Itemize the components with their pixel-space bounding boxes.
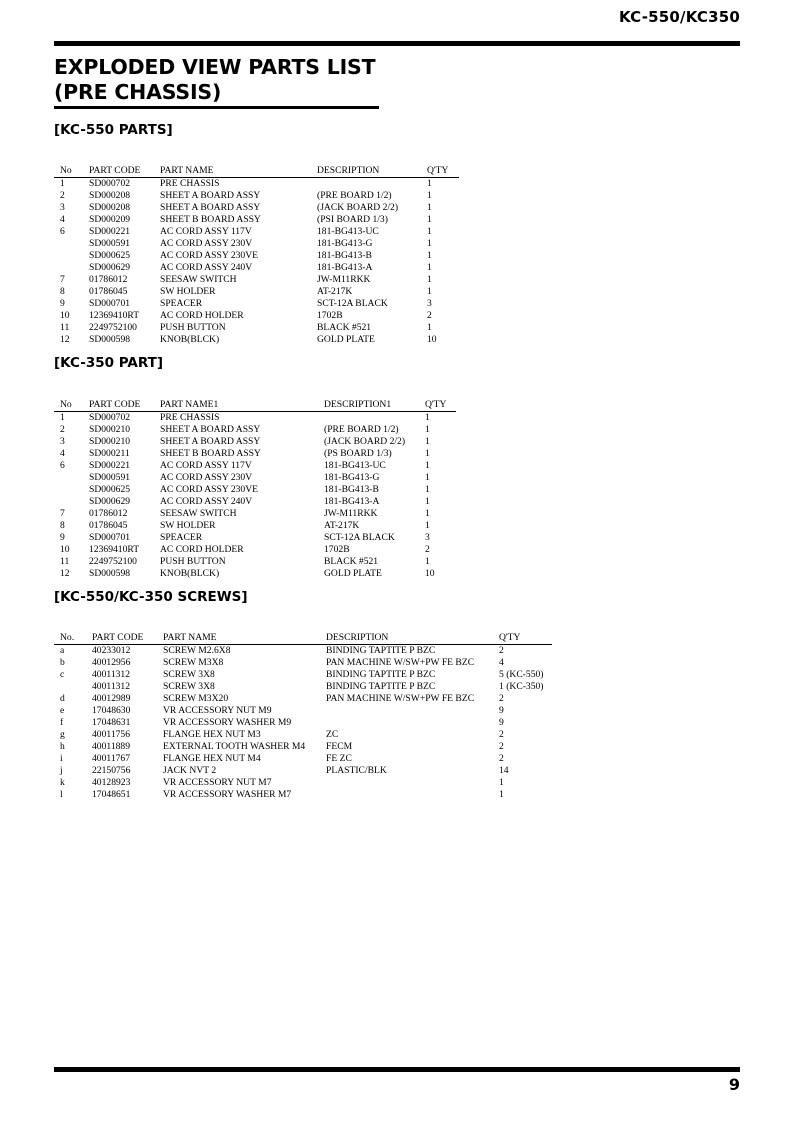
cell-qty: 1 bbox=[499, 789, 504, 800]
cell-part-code: SD000598 bbox=[89, 334, 131, 345]
cell-no: 7 bbox=[60, 274, 65, 285]
cell-part-name: SHEET A BOARD ASSY bbox=[160, 190, 261, 201]
table-row bbox=[54, 657, 552, 669]
table-row bbox=[54, 334, 459, 346]
cell-part-code: 40012989 bbox=[92, 693, 131, 704]
column-header-part-code: PART CODE bbox=[92, 632, 144, 643]
cell-description: JW-M11RKK bbox=[324, 508, 378, 519]
cell-part-name: SPEACER bbox=[160, 532, 203, 543]
cell-no: 12 bbox=[60, 568, 70, 579]
table-row bbox=[54, 178, 459, 191]
column-header-no: No bbox=[60, 165, 72, 176]
cell-part-name: SCREW M3X8 bbox=[163, 657, 224, 668]
cell-qty: 1 bbox=[427, 214, 432, 225]
table-row bbox=[54, 765, 552, 777]
cell-part-name: SCREW 3X8 bbox=[163, 681, 215, 692]
cell-part-name: AC CORD ASSY 230V bbox=[160, 472, 253, 483]
table-row bbox=[54, 484, 456, 496]
cell-part-code: 40011312 bbox=[92, 669, 131, 680]
cell-no: 9 bbox=[60, 298, 65, 309]
table-row bbox=[54, 705, 552, 717]
cell-no: 2 bbox=[60, 424, 65, 435]
cell-description: FE ZC bbox=[326, 753, 352, 764]
table-row bbox=[54, 753, 552, 765]
cell-part-name: AC CORD ASSY 230VE bbox=[160, 250, 258, 261]
model-header: KC-550/KC350 bbox=[619, 8, 740, 26]
cell-qty: 2 bbox=[499, 693, 504, 704]
cell-no: 10 bbox=[60, 310, 70, 321]
cell-part-code: SD000702 bbox=[89, 178, 131, 189]
cell-no: k bbox=[60, 777, 65, 788]
table-row bbox=[54, 274, 459, 286]
cell-part-code: 40128923 bbox=[92, 777, 131, 788]
cell-part-code: 01786012 bbox=[89, 274, 128, 285]
cell-description: GOLD PLATE bbox=[324, 568, 382, 579]
cell-part-name: FLANGE HEX NUT M3 bbox=[163, 729, 261, 740]
table-header-row bbox=[54, 632, 552, 645]
cell-part-code: SD000625 bbox=[89, 484, 131, 495]
table-row bbox=[54, 214, 459, 226]
kc350-parts-heading: [KC-350 PART] bbox=[54, 355, 163, 371]
cell-no: f bbox=[60, 717, 64, 728]
table-row bbox=[54, 250, 459, 262]
cell-no: h bbox=[60, 741, 65, 752]
table-row bbox=[54, 669, 552, 681]
cell-qty: 1 bbox=[425, 460, 430, 471]
cell-part-code: 40012956 bbox=[92, 657, 131, 668]
cell-qty: 10 bbox=[425, 568, 435, 579]
cell-no: 3 bbox=[60, 436, 65, 447]
cell-description: AT-217K bbox=[317, 286, 353, 297]
cell-part-code: SD000598 bbox=[89, 568, 131, 579]
cell-part-code: SD000591 bbox=[89, 238, 131, 249]
table-row bbox=[54, 693, 552, 705]
cell-qty: 1 bbox=[425, 448, 430, 459]
cell-description: ZC bbox=[326, 729, 339, 740]
cell-qty: 2 bbox=[499, 645, 504, 656]
cell-description: GOLD PLATE bbox=[317, 334, 375, 345]
cell-description: 181-BG413-G bbox=[317, 238, 373, 249]
cell-part-name: AC CORD ASSY 230V bbox=[160, 238, 253, 249]
cell-no: 11 bbox=[60, 556, 70, 567]
column-header-part-code: PART CODE bbox=[89, 165, 141, 176]
cell-description: 181-BG413-A bbox=[317, 262, 373, 273]
cell-part-code: SD000701 bbox=[89, 532, 131, 543]
screws-table bbox=[54, 632, 552, 801]
cell-qty: 2 bbox=[425, 544, 430, 555]
cell-no: 2 bbox=[60, 190, 65, 201]
cell-part-name: KNOB(BLCK) bbox=[160, 334, 220, 345]
cell-part-code: SD000210 bbox=[89, 424, 131, 435]
cell-qty: 3 bbox=[425, 532, 430, 543]
cell-part-name: PRE CHASSIS bbox=[160, 178, 220, 189]
cell-part-code: 12369410RT bbox=[89, 310, 140, 321]
table-row bbox=[54, 190, 459, 202]
cell-qty: 1 bbox=[425, 484, 430, 495]
cell-description: BINDING TAPTITE P BZC bbox=[326, 645, 436, 656]
cell-part-name: AC CORD ASSY 240V bbox=[160, 262, 253, 273]
cell-description: BLACK #521 bbox=[317, 322, 372, 333]
column-header-part-name: PART NAME bbox=[160, 165, 214, 176]
cell-description: (PRE BOARD 1/2) bbox=[324, 424, 399, 435]
cell-no: l bbox=[60, 789, 63, 800]
cell-qty: 1 bbox=[425, 508, 430, 519]
screws-heading: [KC-550/KC-350 SCREWS] bbox=[54, 589, 248, 605]
cell-description: BINDING TAPTITE P BZC bbox=[326, 669, 436, 680]
cell-description: PLASTIC/BLK bbox=[326, 765, 387, 776]
cell-qty: 1 bbox=[427, 238, 432, 249]
cell-part-name: VR ACCESSORY WASHER M7 bbox=[163, 789, 292, 800]
cell-part-code: SD000629 bbox=[89, 496, 131, 507]
table-row bbox=[54, 556, 456, 568]
table-row bbox=[54, 741, 552, 753]
cell-description bbox=[326, 705, 499, 717]
table-row bbox=[54, 262, 459, 274]
column-header-qty: Q'TY bbox=[425, 399, 447, 410]
cell-qty: 5 (KC-550) bbox=[499, 669, 544, 680]
cell-description bbox=[324, 412, 425, 425]
page-number: 9 bbox=[728, 1075, 740, 1094]
cell-description bbox=[326, 789, 499, 801]
cell-description bbox=[326, 717, 499, 729]
cell-no: 4 bbox=[60, 214, 65, 225]
table-row bbox=[54, 717, 552, 729]
cell-no: a bbox=[60, 645, 65, 656]
cell-part-name: SEESAW SWITCH bbox=[160, 274, 237, 285]
cell-qty: 2 bbox=[427, 310, 432, 321]
cell-no bbox=[54, 238, 89, 250]
cell-part-name: SHEET A BOARD ASSY bbox=[160, 424, 261, 435]
cell-part-name: SCREW 3X8 bbox=[163, 669, 215, 680]
cell-part-code: 17048651 bbox=[92, 789, 131, 800]
table-row bbox=[54, 508, 456, 520]
cell-qty: 1 (KC-350) bbox=[499, 681, 544, 692]
cell-part-name: PUSH BUTTON bbox=[160, 556, 226, 567]
cell-no: 6 bbox=[60, 460, 65, 471]
cell-part-code: 40011889 bbox=[92, 741, 131, 752]
column-header-part-name: PART NAME bbox=[163, 632, 217, 643]
cell-no: i bbox=[60, 753, 63, 764]
cell-no: b bbox=[60, 657, 65, 668]
cell-part-name: KNOB(BLCK) bbox=[160, 568, 220, 579]
cell-no: 8 bbox=[60, 286, 65, 297]
cell-no: e bbox=[60, 705, 65, 716]
cell-description: FECM bbox=[326, 741, 353, 752]
cell-qty: 10 bbox=[427, 334, 437, 345]
cell-no: 8 bbox=[60, 520, 65, 531]
cell-part-name: VR ACCESSORY NUT M7 bbox=[163, 777, 272, 788]
cell-description: (PS BOARD 1/3) bbox=[324, 448, 392, 459]
table-row bbox=[54, 460, 456, 472]
cell-qty: 14 bbox=[499, 765, 509, 776]
cell-part-code: SD000208 bbox=[89, 202, 131, 213]
cell-qty: 1 bbox=[425, 556, 430, 567]
cell-part-name: FLANGE HEX NUT M4 bbox=[163, 753, 261, 764]
cell-part-name: SCREW M2.6X8 bbox=[163, 645, 231, 656]
column-header-qty: Q'TY bbox=[499, 632, 521, 643]
cell-no: 10 bbox=[60, 544, 70, 555]
top-rule bbox=[54, 41, 740, 46]
table-row bbox=[54, 496, 456, 508]
cell-part-name: AC CORD ASSY 117V bbox=[160, 226, 252, 237]
cell-qty: 1 bbox=[425, 412, 430, 423]
cell-qty: 1 bbox=[427, 250, 432, 261]
table-row bbox=[54, 520, 456, 532]
column-header-part-name: PART NAME1 bbox=[160, 399, 219, 410]
cell-no: g bbox=[60, 729, 65, 740]
table-row bbox=[54, 202, 459, 214]
cell-part-name: SCREW M3X20 bbox=[163, 693, 229, 704]
cell-description: 1702B bbox=[324, 544, 350, 555]
cell-part-code: 40011756 bbox=[92, 729, 131, 740]
cell-qty: 1 bbox=[427, 286, 432, 297]
table-header-row bbox=[54, 165, 459, 178]
table-row bbox=[54, 729, 552, 741]
table-row bbox=[54, 238, 459, 250]
column-header-no: No bbox=[60, 399, 72, 410]
cell-qty: 2 bbox=[499, 729, 504, 740]
cell-part-code: 12369410RT bbox=[89, 544, 140, 555]
cell-part-code: 22150756 bbox=[92, 765, 131, 776]
cell-part-code: SD000625 bbox=[89, 250, 131, 261]
cell-no: d bbox=[60, 693, 65, 704]
cell-description: PAN MACHINE W/SW+PW FE BZC bbox=[326, 657, 475, 668]
cell-part-code: 01786012 bbox=[89, 508, 128, 519]
cell-qty: 2 bbox=[499, 753, 504, 764]
table-header-row bbox=[54, 399, 456, 412]
cell-description bbox=[317, 178, 427, 191]
cell-description: SCT-12A BLACK bbox=[324, 532, 395, 543]
cell-part-code: 01786045 bbox=[89, 520, 128, 531]
cell-qty: 1 bbox=[427, 226, 432, 237]
cell-qty: 1 bbox=[425, 472, 430, 483]
kc550-parts-table bbox=[54, 165, 459, 346]
table-row bbox=[54, 226, 459, 238]
cell-part-name: VR ACCESSORY WASHER M9 bbox=[163, 717, 292, 728]
table-row bbox=[54, 472, 456, 484]
cell-qty: 9 bbox=[499, 705, 504, 716]
page-title bbox=[54, 55, 375, 105]
cell-no bbox=[54, 496, 89, 508]
cell-qty: 3 bbox=[427, 298, 432, 309]
cell-qty: 9 bbox=[499, 717, 504, 728]
table-row bbox=[54, 645, 552, 658]
cell-no: 11 bbox=[60, 322, 70, 333]
cell-no bbox=[54, 262, 89, 274]
table-row bbox=[54, 532, 456, 544]
cell-no: 9 bbox=[60, 532, 65, 543]
cell-qty: 1 bbox=[425, 496, 430, 507]
cell-part-name: AC CORD ASSY 117V bbox=[160, 460, 252, 471]
cell-part-code: SD000629 bbox=[89, 262, 131, 273]
cell-part-code: 2249752100 bbox=[89, 322, 137, 333]
cell-qty: 1 bbox=[427, 274, 432, 285]
table-row bbox=[54, 544, 456, 556]
cell-part-name: SHEET B BOARD ASSY bbox=[160, 448, 261, 459]
cell-qty: 1 bbox=[427, 262, 432, 273]
cell-qty: 4 bbox=[499, 657, 504, 668]
cell-part-code: SD000702 bbox=[89, 412, 131, 423]
table-row bbox=[54, 568, 456, 580]
table-row bbox=[54, 436, 456, 448]
cell-description: 181-BG413-B bbox=[324, 484, 379, 495]
kc550-parts-heading: [KC-550 PARTS] bbox=[54, 122, 173, 138]
cell-part-code: SD000221 bbox=[89, 226, 131, 237]
column-header-description: DESCRIPTION bbox=[326, 632, 389, 643]
cell-part-name: SEESAW SWITCH bbox=[160, 508, 237, 519]
cell-no: 3 bbox=[60, 202, 65, 213]
column-header-no: No. bbox=[60, 632, 75, 643]
table-row bbox=[54, 448, 456, 460]
cell-part-code: SD000209 bbox=[89, 214, 131, 225]
cell-qty: 1 bbox=[427, 178, 432, 189]
cell-part-name: AC CORD HOLDER bbox=[160, 544, 244, 555]
cell-qty: 1 bbox=[425, 520, 430, 531]
cell-part-name: SHEET B BOARD ASSY bbox=[160, 214, 261, 225]
table-row bbox=[54, 412, 456, 425]
cell-no: 7 bbox=[60, 508, 65, 519]
table-row bbox=[54, 322, 459, 334]
cell-qty: 1 bbox=[425, 436, 430, 447]
cell-part-name: PRE CHASSIS bbox=[160, 412, 220, 423]
title-line-2: (PRE CHASSIS) bbox=[54, 80, 222, 104]
cell-part-name: EXTERNAL TOOTH WASHER M4 bbox=[163, 741, 306, 752]
table-row bbox=[54, 424, 456, 436]
cell-qty: 2 bbox=[499, 741, 504, 752]
cell-description: (JACK BOARD 2/2) bbox=[317, 202, 399, 213]
table-row bbox=[54, 286, 459, 298]
cell-description: PAN MACHINE W/SW+PW FE BZC bbox=[326, 693, 475, 704]
cell-description: 181-BG413-G bbox=[324, 472, 380, 483]
cell-no: 4 bbox=[60, 448, 65, 459]
kc350-parts-table bbox=[54, 399, 456, 580]
column-header-description: DESCRIPTION bbox=[317, 165, 380, 176]
cell-description: 1702B bbox=[317, 310, 343, 321]
cell-no bbox=[54, 484, 89, 496]
cell-qty: 1 bbox=[427, 190, 432, 201]
cell-part-code: 40011312 bbox=[92, 681, 131, 692]
column-header-part-code: PART CODE bbox=[89, 399, 141, 410]
cell-part-name: AC CORD ASSY 240V bbox=[160, 496, 253, 507]
cell-part-code: SD000591 bbox=[89, 472, 131, 483]
cell-part-name: SW HOLDER bbox=[160, 286, 216, 297]
bottom-rule bbox=[54, 1067, 740, 1072]
cell-description: SCT-12A BLACK bbox=[317, 298, 388, 309]
cell-part-code: SD000211 bbox=[89, 448, 130, 459]
cell-qty: 1 bbox=[427, 202, 432, 213]
table-row bbox=[54, 777, 552, 789]
cell-description: 181-BG413-B bbox=[317, 250, 372, 261]
cell-description: JW-M11RKK bbox=[317, 274, 371, 285]
cell-no: 1 bbox=[60, 178, 65, 189]
title-line-1: EXPLODED VIEW PARTS LIST bbox=[54, 55, 376, 79]
cell-qty: 1 bbox=[425, 424, 430, 435]
cell-part-code: 17048630 bbox=[92, 705, 131, 716]
cell-part-code: SD000221 bbox=[89, 460, 131, 471]
cell-part-name: VR ACCESSORY NUT M9 bbox=[163, 705, 272, 716]
cell-description: BINDING TAPTITE P BZC bbox=[326, 681, 436, 692]
cell-part-code: 17048631 bbox=[92, 717, 131, 728]
column-header-description: DESCRIPTION1 bbox=[324, 399, 392, 410]
cell-part-code: SD000701 bbox=[89, 298, 131, 309]
cell-part-name: SPEACER bbox=[160, 298, 203, 309]
cell-part-code: 2249752100 bbox=[89, 556, 137, 567]
cell-description bbox=[326, 777, 499, 789]
cell-no bbox=[54, 681, 92, 693]
cell-description: 181-BG413-UC bbox=[324, 460, 386, 471]
cell-description: (JACK BOARD 2/2) bbox=[324, 436, 406, 447]
cell-part-name: AC CORD ASSY 230VE bbox=[160, 484, 258, 495]
cell-description: AT-217K bbox=[324, 520, 360, 531]
cell-no: 12 bbox=[60, 334, 70, 345]
cell-part-code: 01786045 bbox=[89, 286, 128, 297]
cell-part-code: SD000208 bbox=[89, 190, 131, 201]
cell-part-code: 40011767 bbox=[92, 753, 131, 764]
title-rule bbox=[54, 106, 379, 109]
table-row bbox=[54, 789, 552, 801]
cell-part-name: SHEET A BOARD ASSY bbox=[160, 436, 261, 447]
cell-part-name: JACK NVT 2 bbox=[163, 765, 217, 776]
cell-part-code: 40233012 bbox=[92, 645, 131, 656]
cell-description: (PSI BOARD 1/3) bbox=[317, 214, 388, 225]
cell-qty: 1 bbox=[427, 322, 432, 333]
cell-description: 181-BG413-A bbox=[324, 496, 380, 507]
cell-part-name: PUSH BUTTON bbox=[160, 322, 226, 333]
cell-no: c bbox=[60, 669, 65, 680]
cell-description: BLACK #521 bbox=[324, 556, 379, 567]
cell-part-name: SHEET A BOARD ASSY bbox=[160, 202, 261, 213]
column-header-qty: Q'TY bbox=[427, 165, 449, 176]
table-row bbox=[54, 298, 459, 310]
cell-part-code: SD000210 bbox=[89, 436, 131, 447]
cell-description: 181-BG413-UC bbox=[317, 226, 379, 237]
cell-part-name: SW HOLDER bbox=[160, 520, 216, 531]
cell-no bbox=[54, 472, 89, 484]
table-row bbox=[54, 310, 459, 322]
cell-qty: 1 bbox=[499, 777, 504, 788]
cell-no: j bbox=[60, 765, 63, 776]
table-row bbox=[54, 681, 552, 693]
cell-no: 1 bbox=[60, 412, 65, 423]
cell-part-name: AC CORD HOLDER bbox=[160, 310, 244, 321]
cell-description: (PRE BOARD 1/2) bbox=[317, 190, 392, 201]
cell-no bbox=[54, 250, 89, 262]
cell-no: 6 bbox=[60, 226, 65, 237]
